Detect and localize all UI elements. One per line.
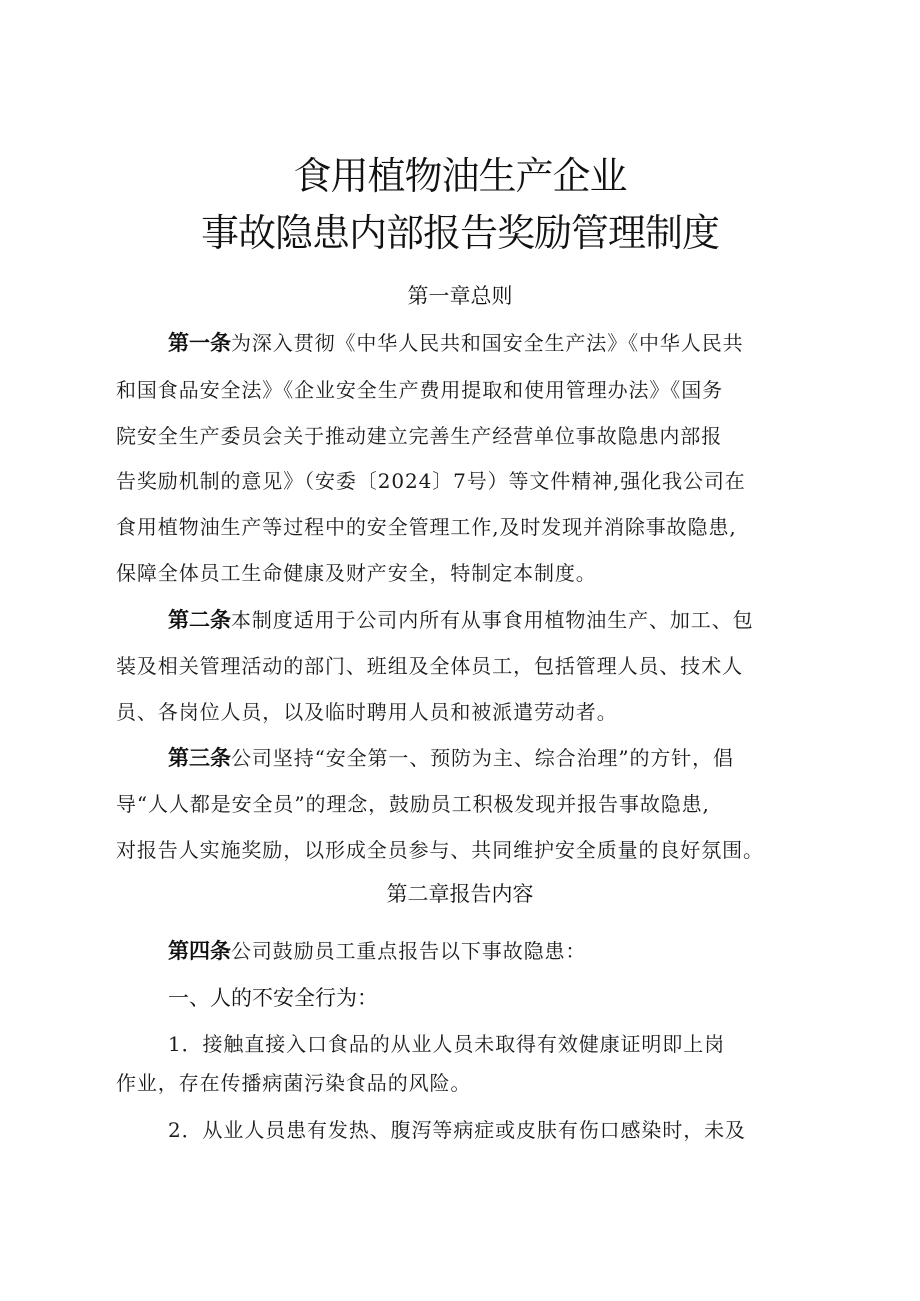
article-3-line-2: 导“人人都是安全员”的理念，鼓励员工积极发现并报告事故隐患, <box>116 792 710 816</box>
item-1-line-2: 作业，存在传播病菌污染食品的风险。 <box>116 1071 472 1095</box>
article-2-line-3: 员、各岗位人员，以及临时聘用人员和被派遣劳动者。 <box>116 700 618 724</box>
article-1-line-6: 保障全体员工生命健康及财产安全，特制定本制度。 <box>116 561 597 585</box>
article-1-line-3: 院安全生产委员会关于推动建立完善生产经营单位事故隐患内部报 <box>116 424 723 448</box>
item-1-line-1: 1．接触直接入口食品的从业人员未取得有效健康证明即上岗 <box>168 1032 726 1056</box>
article-1-text: 为深入贯彻《中华人民共和国安全生产法》《中华人民共 <box>231 331 744 355</box>
document-title-line-1: 食用植物油生产企业 <box>293 154 627 198</box>
article-1-line-5: 食用植物油生产等过程中的安全管理工作,及时发现并消除事故隐患, <box>116 515 737 539</box>
article-2-line-2: 装及相关管理活动的部门、班组及全体员工，包括管理人员、技术人 <box>116 654 743 678</box>
section-1-heading: 一、人的不安全行为： <box>168 986 378 1010</box>
document-title-line-2: 事故隐患内部报告奖励管理制度 <box>200 211 719 255</box>
article-3-text: 公司坚持“安全第一、预防为主、综合治理”的方针，倡 <box>231 746 734 770</box>
article-2-line-1 <box>168 610 754 631</box>
article-2-label: 第二条 <box>168 608 231 632</box>
article-4-label: 第四条 <box>168 939 231 963</box>
article-1-label: 第一条 <box>168 331 231 355</box>
chapter-1-heading: 第一章总则 <box>407 284 513 308</box>
article-3-label: 第三条 <box>168 746 231 770</box>
article-1-line-1 <box>168 333 744 354</box>
article-1-line-4: 告奖励机制的意见》（安委〔2024〕7号）等文件精神,强化我公司在 <box>116 469 746 493</box>
article-3-line-3: 对报告人实施奖励，以形成全员参与、共同维护安全质量的良好氛围。 <box>116 838 764 862</box>
article-4-line <box>168 941 586 962</box>
chapter-2-heading: 第二章报告内容 <box>386 882 534 906</box>
article-2-text: 本制度适用于公司内所有从事食用植物油生产、加工、包 <box>231 608 754 632</box>
article-1-line-2: 和国食品安全法》《企业安全生产费用提取和使用管理办法》《国务 <box>116 378 723 402</box>
article-3-line-1 <box>168 748 734 769</box>
article-4-text: 公司鼓励员工重点报告以下事故隐患： <box>231 939 587 963</box>
item-2-line-1: 2．从业人员患有发热、腹泻等病症或皮肤有伤口感染时，未及 <box>168 1118 746 1142</box>
